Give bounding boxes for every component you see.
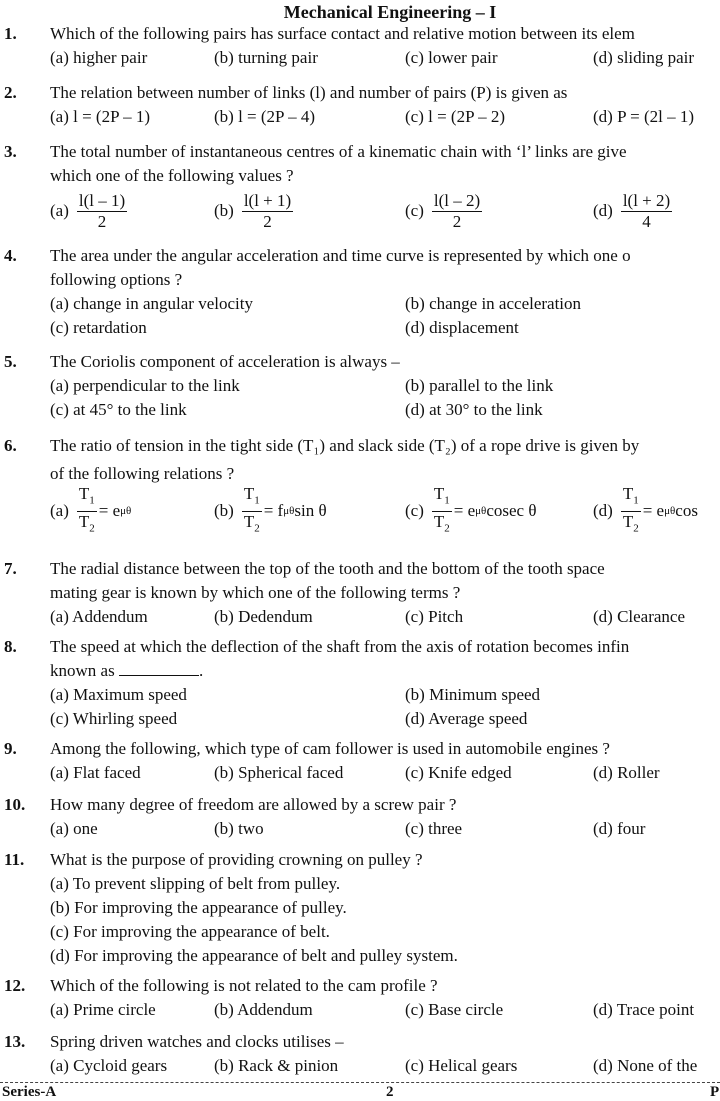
option-c: (c) Knife edged: [405, 763, 512, 782]
question-number: 5.: [4, 352, 17, 371]
question-2: [0, 81, 720, 129]
option-c: (c) Whirling speed: [50, 709, 178, 728]
option-c: (c) Helical gears: [405, 1056, 518, 1075]
question-10: [0, 793, 720, 841]
option-c: (c) $\frac{l(l - 2)}{2}$: [405, 190, 481, 231]
option-b: (b) parallel to the link: [405, 376, 554, 395]
question-text: Among the following, which type of cam follower is used in automobile engines ?: [50, 739, 610, 758]
question-text: The relation between number of links (l) and number of pairs (P) is given as: [50, 83, 568, 102]
option-d: (d) displacement: [405, 318, 519, 337]
fraction: $\frac{l(l + 2)}{4}$: [622, 190, 671, 231]
fraction: $\frac{T_1}{T_2}$: [78, 484, 95, 534]
option-c: (c) Pitch: [405, 607, 464, 626]
question-12: [0, 974, 720, 1022]
question-text: How many degree of freedom are allowed by a screw pair ?: [50, 795, 457, 814]
option-a: (a) Flat faced: [50, 763, 141, 782]
fraction: $\frac{T_1}{T_2}$: [243, 484, 260, 534]
option-b: (b) Rack & pinion: [214, 1056, 339, 1075]
page-title: Mechanical Engineering – I: [283, 2, 497, 22]
question-number: 12.: [4, 976, 26, 995]
fraction: $\frac{l(l - 2)}{2}$: [433, 190, 481, 231]
option-d: (d) $\frac{l(l + 2)}{4}$: [593, 190, 671, 231]
question-text: What is the purpose of providing crowning on pulley ?: [50, 850, 423, 869]
question-text: The radial distance between the top of the tooth and the bottom of the tooth space: [50, 559, 605, 578]
question-9: [0, 737, 720, 785]
option-b: (b) Addendum: [214, 1000, 313, 1019]
option-d: (d) None of the: [593, 1056, 698, 1075]
question-number: 7.: [4, 559, 17, 578]
question-6: [0, 434, 720, 534]
question-number: 2.: [4, 83, 17, 102]
question-4: [0, 244, 720, 340]
option-a: (a) one: [50, 819, 98, 838]
option-b: (b) For improving the appearance of pulley.: [50, 898, 347, 917]
option-b: (b) Spherical faced: [214, 763, 344, 782]
option-a: (a) Prime circle: [50, 1000, 156, 1019]
fraction: $\frac{l(l - 1)}{2}$: [78, 190, 126, 231]
option-c: (c) Base circle: [405, 1000, 504, 1019]
question-text: The area under the angular acceleration and time curve is represented by which one o: [50, 246, 631, 265]
question-number: 9.: [4, 739, 17, 758]
question-8: [0, 635, 720, 731]
question-text: The Coriolis component of acceleration is always –: [50, 352, 400, 371]
option-d: (d) Trace point: [593, 1000, 695, 1019]
option-a: (a) l = (2P – 1): [50, 107, 151, 126]
fraction: $\frac{l(l + 1)}{2}$: [243, 190, 292, 231]
option-d: (d) four: [593, 819, 646, 838]
question-number: 3.: [4, 142, 17, 161]
question-7: [0, 557, 720, 629]
option-a: (a) Cycloid gears: [50, 1056, 168, 1075]
question-text-continued: of the following relations ?: [50, 464, 235, 483]
question-number: 4.: [4, 246, 17, 265]
question-text: The ratio of tension in the tight side (T₁) and slack side (T₂) of a rope drive is given by: [50, 436, 640, 455]
question-text-continued: mating gear is known by which one of the following terms ?: [50, 583, 461, 602]
option-d: (d) P = (2l – 1): [593, 107, 695, 126]
option-b: (b) $\frac{l(l + 1)}{2}$: [214, 190, 292, 231]
fraction: $\frac{T_1}{T_2}$: [433, 484, 450, 534]
option-c: (c) For improving the appearance of belt.: [50, 922, 330, 941]
question-number: 11.: [4, 850, 25, 869]
option-d: (d) Clearance: [593, 607, 686, 626]
option-a: (a) $\frac{l(l - 1)}{2}$: [50, 190, 126, 231]
option-a: (a) change in angular velocity: [50, 294, 253, 313]
option-a: (a) higher pair: [50, 48, 148, 67]
option-b: (b) Minimum speed: [405, 685, 541, 704]
option-d: (d) Average speed: [405, 709, 528, 728]
option-b: (b) $\frac{T_1}{T_2}$ = f μθ sin θ: [214, 488, 327, 534]
option-d: (d) $\frac{T_1}{T_2}$ = e μθ cos: [593, 488, 698, 534]
question-number: 6.: [4, 436, 17, 455]
fraction: $\frac{T_1}{T_2}$: [622, 484, 639, 534]
page-number: 2: [386, 1084, 394, 1100]
question-number: 1.: [4, 24, 17, 43]
question-13: [0, 1030, 720, 1078]
option-a: (a) Maximum speed: [50, 685, 187, 704]
question-text-continued: following options ?: [50, 270, 183, 289]
question-text: The speed at which the deflection of the shaft from the axis of rotation becomes infin: [50, 637, 630, 656]
question-text: Spring driven watches and clocks utilises –: [50, 1032, 344, 1051]
option-c: (c) at 45° to the link: [50, 400, 187, 419]
option-a: (a) To prevent slipping of belt from pulley.: [50, 874, 341, 893]
question-5: [0, 350, 720, 422]
footer-right-mark: P: [710, 1084, 720, 1100]
option-d: (d) at 30° to the link: [405, 400, 543, 419]
question-number: 13.: [4, 1032, 26, 1051]
option-a: (a) $\frac{T_1}{T_2}$ = e μθ: [50, 488, 131, 534]
option-b: (b) turning pair: [214, 48, 318, 67]
answer-blank: [119, 661, 199, 676]
question-1: [0, 22, 720, 70]
question-11: [0, 848, 720, 968]
option-c: (c) $\frac{T_1}{T_2}$ = e μθ cosec θ: [405, 488, 536, 534]
option-b: (b) two: [214, 819, 264, 838]
option-d: (d) sliding pair: [593, 48, 695, 67]
option-c: (c) three: [405, 819, 463, 838]
option-a: (a) perpendicular to the link: [50, 376, 240, 395]
option-a: (a) Addendum: [50, 607, 148, 626]
option-b: (b) Dedendum: [214, 607, 313, 626]
option-c: (c) l = (2P – 2): [405, 107, 506, 126]
question-text: Which of the following is not related to the cam profile ?: [50, 976, 438, 995]
question-3: [0, 140, 720, 234]
option-b: (b) l = (2P – 4): [214, 107, 316, 126]
series-label: Series-A: [2, 1084, 57, 1100]
question-text-continued: which one of the following values ?: [50, 166, 294, 185]
option-d: (d) For improving the appearance of belt and pulley system.: [50, 946, 458, 965]
question-text-continued: known as .: [50, 661, 204, 680]
option-c: (c) retardation: [50, 318, 147, 337]
footer-divider: [0, 1082, 720, 1083]
option-b: (b) change in acceleration: [405, 294, 582, 313]
option-c: (c) lower pair: [405, 48, 498, 67]
question-number: 8.: [4, 637, 17, 656]
option-d: (d) Roller: [593, 763, 660, 782]
question-number: 10.: [4, 795, 26, 814]
question-text: Which of the following pairs has surface contact and relative motion between its elem: [50, 24, 635, 43]
question-text: The total number of instantaneous centres of a kinematic chain with ‘l’ links are give: [50, 142, 627, 161]
